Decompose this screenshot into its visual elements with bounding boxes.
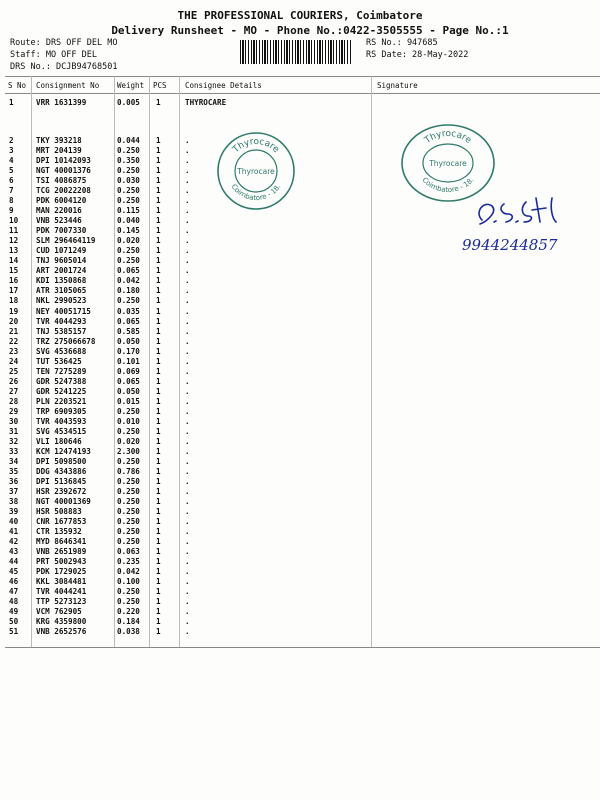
row-consignee: THYROCARE bbox=[185, 98, 227, 107]
row-consignee: . bbox=[185, 256, 190, 266]
row-sno: 34 bbox=[9, 456, 19, 466]
rs-date: RS Date: 28-May-2022 bbox=[366, 50, 469, 60]
row-pcs: 1 bbox=[156, 396, 161, 406]
row-weight: 0.044 bbox=[117, 136, 140, 145]
row-consignment-no: TVR 4044241 bbox=[36, 587, 87, 597]
row-consignment-no: TVR 4044293 bbox=[36, 316, 87, 326]
row-sno: 22 bbox=[9, 336, 19, 346]
row-consignee: . bbox=[185, 186, 190, 196]
row-sno: 24 bbox=[9, 356, 19, 366]
row-consignment-no: VNB 2651989 bbox=[36, 547, 87, 557]
row-consignee: . bbox=[185, 477, 190, 487]
row-sno: 51 bbox=[9, 627, 19, 637]
row-pcs: 1 bbox=[156, 547, 161, 557]
row-pcs: 1 bbox=[156, 507, 161, 517]
row-weight: 0.585 bbox=[117, 326, 140, 336]
col-header-consignee: Consignee Details bbox=[185, 81, 262, 90]
row-weight: 0.040 bbox=[117, 216, 140, 226]
row-sno: 9 bbox=[9, 206, 14, 216]
row-consignment-no: TNJ 5385157 bbox=[36, 326, 87, 336]
stamp-center-text: Thyrocare bbox=[237, 167, 275, 176]
row-consignment-no: ART 2001724 bbox=[36, 266, 87, 276]
row-consignment-no: CNR 1677853 bbox=[36, 517, 87, 527]
stamp-top-text: Thyrocare bbox=[423, 128, 473, 146]
row-consignment-no: KDI 1350868 bbox=[36, 276, 87, 286]
row-pcs: 1 bbox=[156, 537, 161, 547]
row-pcs: 1 bbox=[156, 306, 161, 316]
company-name: THE PROFESSIONAL COURIERS, Coimbatore bbox=[177, 9, 423, 22]
row-weight: 2.300 bbox=[117, 446, 140, 456]
row-sno: 43 bbox=[9, 547, 19, 557]
row-consignment-no: NKL 2990523 bbox=[36, 296, 87, 306]
row-consignment-no: GDR 5241225 bbox=[36, 386, 87, 396]
row-sno: 37 bbox=[9, 487, 19, 497]
row-weight: 0.250 bbox=[117, 537, 140, 547]
row-sno: 20 bbox=[9, 316, 19, 326]
row-pcs: 1 bbox=[156, 577, 161, 587]
row-consignee: . bbox=[185, 326, 190, 336]
row-pcs: 1 bbox=[156, 426, 161, 436]
row-weight: 0.250 bbox=[117, 507, 140, 517]
row-pcs: 1 bbox=[156, 216, 161, 226]
row-consignment-no: KKL 3084481 bbox=[36, 577, 87, 587]
row-weight: 0.250 bbox=[117, 426, 140, 436]
row-weight: 0.101 bbox=[117, 356, 140, 366]
row-consignment-no: PDK 7007330 bbox=[36, 226, 87, 236]
row-consignee: . bbox=[185, 136, 190, 145]
row-sno: 14 bbox=[9, 256, 19, 266]
row-weight: 0.010 bbox=[117, 416, 140, 426]
row-consignee: . bbox=[185, 627, 190, 637]
svg-text:Coimbatore - 18. bbox=[421, 176, 476, 194]
row-sno: 21 bbox=[9, 326, 19, 336]
row-sno: 50 bbox=[9, 617, 19, 627]
stamp-center-text: Thyrocare bbox=[429, 159, 467, 168]
row-consignment-no: VCM 762905 bbox=[36, 607, 82, 617]
row-sno: 25 bbox=[9, 366, 19, 376]
row-weight: 0.170 bbox=[117, 346, 140, 356]
row-consignment-no: VNB 2652576 bbox=[36, 627, 87, 637]
row-consignment-no: DPI 5136845 bbox=[36, 477, 87, 487]
row-sno: 33 bbox=[9, 446, 19, 456]
row-consignee: . bbox=[185, 497, 190, 507]
row-pcs: 1 bbox=[156, 607, 161, 617]
row-weight: 0.020 bbox=[117, 236, 140, 246]
col-header-signature: Signature bbox=[377, 81, 418, 90]
row-sno: 29 bbox=[9, 406, 19, 416]
row-pcs: 1 bbox=[156, 597, 161, 607]
row-consignment-no: HSR 2392672 bbox=[36, 487, 87, 497]
row-pcs: 1 bbox=[156, 416, 161, 426]
row-pcs: 1 bbox=[156, 316, 161, 326]
table-top-rule bbox=[5, 76, 600, 77]
row-consignee: . bbox=[185, 306, 190, 316]
row-consignee: . bbox=[185, 547, 190, 557]
row-weight: 0.250 bbox=[117, 256, 140, 266]
col-header-pcs: PCS bbox=[153, 81, 167, 90]
row-consignment-no: MRT 204139 bbox=[36, 146, 82, 156]
row-weight: 0.184 bbox=[117, 617, 140, 627]
row-weight: 0.786 bbox=[117, 466, 140, 476]
row-pcs: 1 bbox=[156, 286, 161, 296]
row-weight: 0.250 bbox=[117, 166, 140, 176]
row-consignee: . bbox=[185, 316, 190, 326]
row-sno: 23 bbox=[9, 346, 19, 356]
row-consignment-no: GDR 5247388 bbox=[36, 376, 87, 386]
row-pcs: 1 bbox=[156, 517, 161, 527]
row-pcs: 1 bbox=[156, 497, 161, 507]
row-pcs: 1 bbox=[156, 557, 161, 567]
svg-text:Thyrocare bbox=[230, 137, 281, 156]
row-pcs: 1 bbox=[156, 206, 161, 216]
row-pcs: 1 bbox=[156, 466, 161, 476]
row-pcs: 1 bbox=[156, 166, 161, 176]
row-consignee: . bbox=[185, 366, 190, 376]
col-header-weight: Weight bbox=[117, 81, 145, 90]
row-pcs: 1 bbox=[156, 266, 161, 276]
row-weight: 0.042 bbox=[117, 567, 140, 577]
row-pcs: 1 bbox=[156, 527, 161, 537]
row-sno: 35 bbox=[9, 466, 19, 476]
row-weight: 0.250 bbox=[117, 186, 140, 196]
row-sno: 13 bbox=[9, 246, 19, 256]
row-sno: 41 bbox=[9, 527, 19, 537]
row-consignment-no: NGT 40001376 bbox=[36, 166, 91, 176]
row-sno: 19 bbox=[9, 306, 19, 316]
row-consignment-no: MAN 220016 bbox=[36, 206, 82, 216]
row-weight: 0.063 bbox=[117, 547, 140, 557]
row-pcs: 1 bbox=[156, 376, 161, 386]
row-consignment-no: PDK 6004120 bbox=[36, 196, 87, 206]
row-consignment-no: VNB 523446 bbox=[36, 216, 82, 226]
staff-label: Staff: MO OFF DEL bbox=[10, 50, 97, 60]
row-pcs: 1 bbox=[156, 186, 161, 196]
row-consignee: . bbox=[185, 507, 190, 517]
row-sno: 18 bbox=[9, 296, 19, 306]
row-pcs: 1 bbox=[156, 487, 161, 497]
drs-number: DRS No.: DCJB94768501 bbox=[10, 62, 118, 72]
row-sno: 32 bbox=[9, 436, 19, 446]
row-consignment-no: TNJ 9605014 bbox=[36, 256, 87, 266]
row-sno: 12 bbox=[9, 236, 19, 246]
row-weight: 0.035 bbox=[117, 306, 140, 316]
stamp-top-text: Thyrocare bbox=[231, 136, 281, 156]
row-sno: 42 bbox=[9, 537, 19, 547]
row-weight: 0.050 bbox=[117, 336, 140, 346]
row-sno: 26 bbox=[9, 376, 19, 386]
row-consignee: . bbox=[185, 617, 190, 627]
row-pcs: 1 bbox=[156, 236, 161, 246]
row-sno: 8 bbox=[9, 196, 14, 206]
row-sno: 28 bbox=[9, 396, 19, 406]
table-header-rule bbox=[5, 93, 600, 94]
row-consignment-no: CTR 135932 bbox=[36, 527, 82, 537]
row-pcs: 1 bbox=[156, 98, 161, 107]
row-weight: 0.250 bbox=[117, 477, 140, 487]
row-pcs: 1 bbox=[156, 336, 161, 346]
row-consignment-no: DPI 5098500 bbox=[36, 456, 87, 466]
row-sno: 7 bbox=[9, 186, 14, 196]
row-sno: 48 bbox=[9, 597, 19, 607]
row-consignment-no: CUD 1071249 bbox=[36, 246, 87, 256]
row-pcs: 1 bbox=[156, 617, 161, 627]
row-sno: 2 bbox=[9, 136, 14, 145]
row-weight: 0.220 bbox=[117, 607, 140, 617]
row-weight: 0.180 bbox=[117, 286, 140, 296]
row-sno: 38 bbox=[9, 497, 19, 507]
row-consignee: . bbox=[185, 356, 190, 366]
row-pcs: 1 bbox=[156, 446, 161, 456]
col-divider bbox=[371, 76, 372, 647]
row-consignment-no: TTP 5273123 bbox=[36, 597, 87, 607]
row-pcs: 1 bbox=[156, 567, 161, 577]
row-consignee: . bbox=[185, 336, 190, 346]
row-consignee: . bbox=[185, 436, 190, 446]
row-sno: 36 bbox=[9, 477, 19, 487]
row-pcs: 1 bbox=[156, 477, 161, 487]
row-consignee: . bbox=[185, 396, 190, 406]
row-weight: 0.030 bbox=[117, 176, 140, 186]
row-consignee: . bbox=[185, 537, 190, 547]
row-sno: 5 bbox=[9, 166, 14, 176]
route-label: Route: DRS OFF DEL MO bbox=[10, 38, 118, 48]
col-divider bbox=[31, 76, 32, 647]
signature-phone: 9944244857 bbox=[462, 236, 558, 254]
row-pcs: 1 bbox=[156, 226, 161, 236]
row-consignee: . bbox=[185, 146, 190, 156]
row-sno: 31 bbox=[9, 426, 19, 436]
row-pcs: 1 bbox=[156, 246, 161, 256]
row-weight: 0.250 bbox=[117, 487, 140, 497]
row-pcs: 1 bbox=[156, 356, 161, 366]
row-consignment-no: TVR 4043593 bbox=[36, 416, 87, 426]
row-consignment-no: PDK 1729025 bbox=[36, 567, 87, 577]
row-consignee: . bbox=[185, 557, 190, 567]
row-sno: 6 bbox=[9, 176, 14, 186]
row-consignee: . bbox=[185, 567, 190, 577]
row-sno: 3 bbox=[9, 146, 14, 156]
row-pcs: 1 bbox=[156, 326, 161, 336]
runsheet-title: Delivery Runsheet - MO - Phone No.:0422-3505555 - Page No.:1 bbox=[111, 24, 509, 37]
col-divider bbox=[114, 76, 115, 647]
row-consignee: . bbox=[185, 266, 190, 276]
row-sno: 47 bbox=[9, 587, 19, 597]
row-weight: 0.145 bbox=[117, 226, 140, 236]
row-consignee: . bbox=[185, 176, 190, 186]
row-sno: 10 bbox=[9, 216, 19, 226]
row-weight: 0.020 bbox=[117, 436, 140, 446]
row-pcs: 1 bbox=[156, 456, 161, 466]
row-sno: 1 bbox=[9, 98, 14, 107]
row-consignment-no: TRP 6909305 bbox=[36, 406, 87, 416]
row-weight: 0.115 bbox=[117, 206, 140, 216]
row-weight: 0.250 bbox=[117, 196, 140, 206]
row-consignee: . bbox=[185, 597, 190, 607]
row-consignment-no: TRZ 275066678 bbox=[36, 336, 96, 346]
row-consignment-no: TCG 20022208 bbox=[36, 186, 91, 196]
row-sno: 4 bbox=[9, 156, 14, 166]
row-consignment-no: NEY 40051715 bbox=[36, 306, 91, 316]
row-weight: 0.250 bbox=[117, 597, 140, 607]
row-weight: 0.250 bbox=[117, 587, 140, 597]
row-sno: 15 bbox=[9, 266, 19, 276]
row-weight: 0.050 bbox=[117, 386, 140, 396]
col-header-sno: S No bbox=[8, 81, 27, 90]
row-pcs: 1 bbox=[156, 276, 161, 286]
row-consignment-no: DDG 4343886 bbox=[36, 466, 87, 476]
row-weight: 0.250 bbox=[117, 497, 140, 507]
row-consignment-no: VRR 1631399 bbox=[36, 98, 87, 107]
row-consignee: . bbox=[185, 386, 190, 396]
row-consignee: . bbox=[185, 246, 190, 256]
row-consignment-no: SVG 4536688 bbox=[36, 346, 87, 356]
row-consignment-no: NGT 40001369 bbox=[36, 497, 91, 507]
row-consignment-no: HSR 508883 bbox=[36, 507, 82, 517]
row-consignee: . bbox=[185, 376, 190, 386]
table-bottom-rule bbox=[5, 647, 600, 648]
row-pcs: 1 bbox=[156, 587, 161, 597]
row-pcs: 1 bbox=[156, 366, 161, 376]
thyrocare-stamp bbox=[215, 130, 297, 212]
row-consignee: . bbox=[185, 577, 190, 587]
row-consignee: . bbox=[185, 226, 190, 236]
row-consignee: . bbox=[185, 216, 190, 226]
row-consignee: . bbox=[185, 346, 190, 356]
row-consignment-no: TEN 7275289 bbox=[36, 366, 87, 376]
row-weight: 0.100 bbox=[117, 577, 140, 587]
row-sno: 46 bbox=[9, 577, 19, 587]
row-weight: 0.250 bbox=[117, 456, 140, 466]
row-sno: 27 bbox=[9, 386, 19, 396]
row-consignee: . bbox=[185, 416, 190, 426]
row-weight: 0.065 bbox=[117, 376, 140, 386]
row-consignment-no: KCM 12474193 bbox=[36, 446, 91, 456]
row-weight: 0.005 bbox=[117, 98, 140, 107]
row-sno: 44 bbox=[9, 557, 19, 567]
row-weight: 0.235 bbox=[117, 557, 140, 567]
row-weight: 0.042 bbox=[117, 276, 140, 286]
row-weight: 0.065 bbox=[117, 266, 140, 276]
row-consignment-no: SVG 4534515 bbox=[36, 426, 87, 436]
row-sno: 30 bbox=[9, 416, 19, 426]
row-sno: 39 bbox=[9, 507, 19, 517]
row-consignee: . bbox=[185, 517, 190, 527]
row-pcs: 1 bbox=[156, 176, 161, 186]
row-pcs: 1 bbox=[156, 346, 161, 356]
col-header-consignment: Consignment No bbox=[36, 81, 100, 90]
row-consignment-no: MYD 8646341 bbox=[36, 537, 87, 547]
row-pcs: 1 bbox=[156, 627, 161, 637]
row-consignment-no: DPI 10142093 bbox=[36, 156, 91, 166]
stamp-bottom-text: Coimbatore - 18. bbox=[420, 175, 476, 195]
row-consignment-no: PLN 2203521 bbox=[36, 396, 87, 406]
row-pcs: 1 bbox=[156, 406, 161, 416]
row-pcs: 1 bbox=[156, 136, 161, 145]
barcode bbox=[240, 40, 352, 64]
row-weight: 0.350 bbox=[117, 156, 140, 166]
col-divider bbox=[179, 76, 180, 647]
row-consignee: . bbox=[185, 166, 190, 176]
row-weight: 0.250 bbox=[117, 406, 140, 416]
row-consignee: . bbox=[185, 406, 190, 416]
stamp-bottom-text: Coimbatore - 18. bbox=[229, 182, 283, 203]
row-consignment-no: KRG 4359800 bbox=[36, 617, 87, 627]
row-pcs: 1 bbox=[156, 196, 161, 206]
row-consignment-no: SLM 296464119 bbox=[36, 236, 96, 246]
row-consignee: . bbox=[185, 446, 190, 456]
row-weight: 0.250 bbox=[117, 296, 140, 306]
row-consignment-no: VLI 180646 bbox=[36, 436, 82, 446]
row-consignee: . bbox=[185, 196, 190, 206]
row-consignee: . bbox=[185, 276, 190, 286]
row-sno: 40 bbox=[9, 517, 19, 527]
row-pcs: 1 bbox=[156, 296, 161, 306]
col-divider bbox=[149, 76, 150, 647]
row-sno: 49 bbox=[9, 607, 19, 617]
row-consignment-no: TSI 4086875 bbox=[36, 176, 87, 186]
row-pcs: 1 bbox=[156, 436, 161, 446]
row-consignee: . bbox=[185, 456, 190, 466]
row-consignee: . bbox=[185, 527, 190, 537]
row-consignment-no: TKY 393218 bbox=[36, 136, 82, 145]
row-consignee: . bbox=[185, 607, 190, 617]
row-sno: 45 bbox=[9, 567, 19, 577]
row-weight: 0.038 bbox=[117, 627, 140, 637]
row-weight: 0.250 bbox=[117, 527, 140, 537]
handwritten-signature bbox=[470, 192, 580, 232]
row-consignee: . bbox=[185, 296, 190, 306]
row-pcs: 1 bbox=[156, 146, 161, 156]
row-sno: 17 bbox=[9, 286, 19, 296]
row-weight: 0.250 bbox=[117, 146, 140, 156]
row-pcs: 1 bbox=[156, 386, 161, 396]
row-weight: 0.015 bbox=[117, 396, 140, 406]
row-consignee: . bbox=[185, 466, 190, 476]
row-weight: 0.069 bbox=[117, 366, 140, 376]
row-consignment-no: PRT 5002943 bbox=[36, 557, 87, 567]
row-consignee: . bbox=[185, 206, 190, 216]
row-consignee: . bbox=[185, 426, 190, 436]
row-weight: 0.065 bbox=[117, 316, 140, 326]
row-consignee: . bbox=[185, 587, 190, 597]
row-consignment-no: TUT 536425 bbox=[36, 356, 82, 366]
row-weight: 0.250 bbox=[117, 246, 140, 256]
row-consignee: . bbox=[185, 236, 190, 246]
rs-number: RS No.: 947685 bbox=[366, 38, 438, 48]
row-pcs: 1 bbox=[156, 156, 161, 166]
row-consignee: . bbox=[185, 487, 190, 497]
row-weight: 0.250 bbox=[117, 517, 140, 527]
row-sno: 16 bbox=[9, 276, 19, 286]
row-consignee: . bbox=[185, 286, 190, 296]
row-consignment-no: ATR 3105065 bbox=[36, 286, 87, 296]
row-consignee: . bbox=[185, 156, 190, 166]
row-sno: 11 bbox=[9, 226, 19, 236]
row-pcs: 1 bbox=[156, 256, 161, 266]
